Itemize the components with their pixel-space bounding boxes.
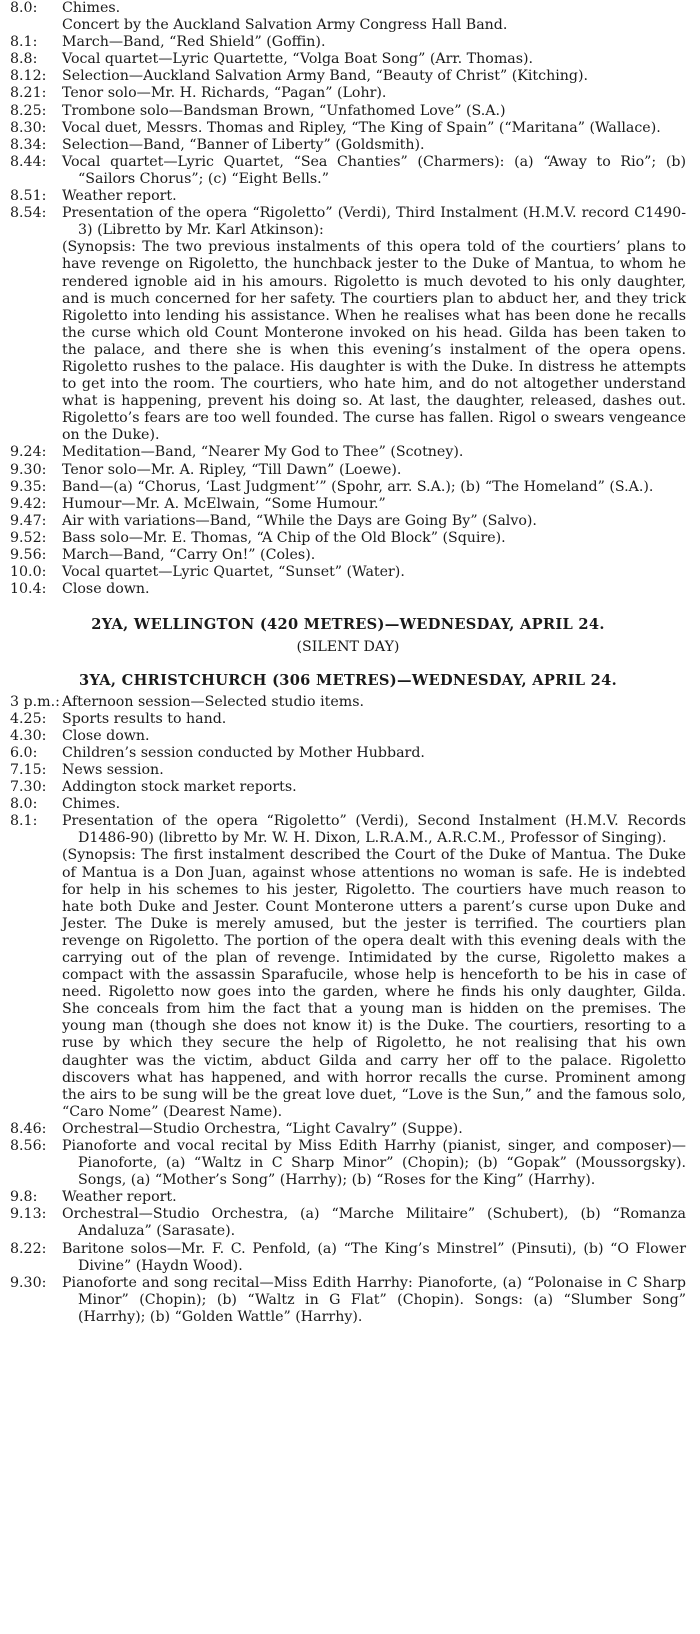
entry-time: 9.47: [10,512,47,529]
list-item [10,796,686,813]
entry-text: Selection—Auckland Salvation Army Band, “Beauty of Christ” (Kitching). [62,68,589,85]
entry-text: Tenor solo—Mr. A. Ripley, “Till Dawn” (Loewe). [62,461,402,478]
list-item [10,188,686,205]
entry-text: Tenor solo—Mr. H. Richards, “Pagan” (Lohr). [62,85,387,102]
entry-time: 9.56: [10,547,47,563]
entry-time: 7.30: [10,779,47,796]
opera-synopsis: (Synopsis: The first instalment described the Court of the Duke of Mantua. The Duke of Mantua is a Don Juan, against whose attentions no woman is safe. He is indebted for help in his schemes to his jester, Rigoletto. The courtiers have much reason to hate both Duke and Jester. Count Monterone utters a parent’s curse upon Duke and Jester. The Duke is merely amused, but the jester is terrified. The courtiers plan revenge on Rigoletto. The portion of the opera dealt with this evening deals with the carrying out of the plan of revenge. Intimidated by the curse, Rigoletto makes a compact with the assassin Sparafucile, whose help is henceforth to be his in case of need. Rigoletto now goes into the garden, where he finds his only daughter, Gilda. She conceals from him the fact that a young man is hidden on the premises. The young man (though she does not know it) is the Duke. The courtiers, resorting to a ruse by which they secure the help of Rigoletto, he not realising that his own daughter was the victim, abduct Gilda and carry her off to the palace. Rigoletto discovers what has happened, and with horror recalls the curse. Prominent among the airs to be sung will be the great love duet, “Love is the Sun,” and the famous solo, “Caro Nome” (Dearest Name). [62,847,686,1120]
entry-time: 9.13: [10,1206,47,1223]
list-item [10,564,686,581]
entry-text: Children’s session conducted by Mother Hubbard. [62,744,425,761]
entry-time: 7.15: [10,761,47,778]
entry-time: 4.25: [10,710,47,727]
list-item [10,1275,686,1326]
list-item [10,205,686,444]
list-item [10,1189,686,1206]
entry-text: Baritone solos—Mr. F. C. Penfold, (a) “The King’s Minstrel” (Pinsuti), (b) “O Flower Divine” (Haydn Wood). [62,1240,686,1274]
entry-time: 9.30: [10,461,47,478]
entry-text: Chimes. [62,796,121,813]
entry-text: Humour—Mr. A. McElwain, “Some Humour.” [62,495,386,512]
entry-text: March—Band, “Red Shield” (Goffin). [62,34,326,51]
entry-text: Weather report. [62,188,177,205]
entry-time: 4.30: [10,727,47,744]
list-item [10,1138,686,1189]
list-item [10,513,686,530]
list-item [10,745,686,762]
list-item [10,0,686,17]
entry-text [62,813,686,1121]
entry-time: 8.25: [10,102,47,119]
entry-time: 8.0: [10,0,38,16]
entry-time: 8.54: [10,205,47,222]
entry-text: Weather report. [62,1189,177,1206]
entry-text: News session. [62,761,164,778]
entry-time: 8.30: [10,119,47,136]
entry-time: 8.1: [10,34,38,51]
list-item [10,68,686,85]
entry-time: 8.21: [10,85,47,102]
entry-text: Vocal duet, Messrs. Thomas and Ripley, “The King of Spain” (“Maritana” (Wallace). [62,119,661,136]
entry-text: Pianoforte and vocal recital by Miss Edith Harrhy (pianist, singer, and composer)—Pianoforte, (a) “Waltz in C Sharp Minor” (Chopin); (b) “Gopak” (Moussorgsky). Songs, (a) “Mother’s Song” (Harrhy); (b) “Roses for the King” (Harrhy). [62,1138,686,1189]
entry-time: 8.0: [10,796,38,813]
entry-text: Vocal quartet—Lyric Quartet, “Sunset” (Water). [62,564,405,581]
list-item [10,694,686,711]
list-item [10,120,686,137]
list-item [10,444,686,461]
list-item [10,479,686,496]
list-item [10,813,686,1121]
list-item [10,51,686,68]
christchurch-programme [10,694,686,1326]
entry-text: Addington stock market reports. [62,779,297,796]
entry-text: Sports results to hand. [62,710,227,727]
entry-text: Selection—Band, “Banner of Liberty” (Goldsmith). [62,136,425,153]
entry-text: Close down. [62,581,150,598]
entry-text: Vocal quartet—Lyric Quartet, “Sea Chanties” (Charmers): (a) “Away to Rio”; (b) “Sailors Chorus”; (c) “Eight Bells.” [62,153,686,187]
entry-time: 8.22: [10,1240,47,1257]
entry-time: 9.24: [10,444,47,461]
entry-time: 9.52: [10,529,47,546]
entry-text: Meditation—Band, “Nearer My God to Thee” (Scotney). [62,444,464,461]
list-item [10,530,686,547]
list-item [10,711,686,728]
entry-text: Orchestral—Studio Orchestra, “Light Cavalry” (Suppe). [62,1120,463,1137]
list-item [10,137,686,154]
opera-intro: Presentation of the opera “Rigoletto” (Verdi), Third Instalment (H.M.V. record C1490-3) (Libretto by Mr. Karl Atkinson): [62,205,686,239]
opera-synopsis: (Synopsis: The two previous instalments of this opera told of the courtiers’ plans to have revenge on Rigoletto, the hunchback jester to the Duke of Mantua, to whom he rendered ignoble aid in his amours. Rigoletto is much devoted to his only daughter, and is much concerned for her safety. The courtiers plan to abduct her, and they trick Rigoletto into lending his assistance. When he realises what has been done he recalls the curse which old Count Monterone invoked on his head. Gilda has been taken to the palace, and there she is when this evening’s instalment of the opera opens. Rigoletto rushes to the palace. His daughter is with the Duke. In distress he attempts to get into the room. The courtiers, who hate him, and do not altogether understand what is happening, prevent his doing so. At last, the daughter, released, dashes out. Rigoletto’s fears are too well founded. The curse has fallen. Rigol o swears vengeance on the Duke). [62,239,686,444]
entry-time: 9.42: [10,495,47,512]
entry-time: 10.4: [10,581,47,598]
list-item [10,547,686,564]
list-item [10,34,686,51]
entry-text: Close down. [62,727,150,744]
list-item [10,728,686,745]
entry-time: 8.51: [10,188,47,205]
entry-text: Air with variations—Band, “While the Days are Going By” (Salvo). [62,512,537,529]
entry-time: 8.8: [10,51,38,68]
entry-text [62,205,686,444]
entry-text: Band—(a) “Chorus, ‘Last Judgment’” (Spohr, arr. S.A.); (b) “The Homeland” (S.A.). [62,478,654,495]
entry-time: 9.8: [10,1189,38,1206]
auckland-programme [10,0,686,598]
entry-text: Orchestral—Studio Orchestra, (a) “Marche Militaire” (Schubert), (b) “Romanza Andaluza” (Sarasate). [62,1206,686,1240]
station-heading-2ya: 2YA, WELLINGTON (420 METRES)—WEDNESDAY, APRIL 24. [91,616,605,634]
entry-time: 3 p.m.: [10,693,60,710]
entry-time: 8.1: [10,813,38,830]
list-item [10,1206,686,1240]
list-item [10,779,686,796]
opera-intro: Presentation of the opera “Rigoletto” (Verdi), Second Instalment (H.M.V. Records D1486-90) (libretto by Mr. W. H. Dixon, L.R.A.M., A.R.C.M., Professor of Singing). [62,813,686,847]
entry-time: 9.35: [10,478,47,495]
list-item [10,85,686,102]
station-heading-3ya: 3YA, CHRISTCHURCH (306 METRES)—WEDNESDAY, APRIL 24. [79,672,617,690]
entry-time: 8.46: [10,1120,47,1137]
entry-text: Bass solo—Mr. E. Thomas, “A Chip of the Old Block” (Squire). [62,529,506,546]
list-item [10,103,686,120]
entry-text: Pianoforte and song recital—Miss Edith Harrhy: Pianoforte, (a) “Polonaise in C Sharp Minor” (Chopin); (b) “Waltz in G Flat” (Chopin). Songs: (a) “Slumber Song” (Harrhy); (b) “Golden Wattle” (Harrhy). [62,1274,686,1325]
entry-text: March—Band, “Carry On!” (Coles). [62,547,316,563]
list-item [10,154,686,188]
list-item [10,762,686,779]
entry-time: 10.0: [10,564,47,581]
list-item [10,462,686,479]
entry-time: 8.12: [10,68,47,85]
list-item [10,17,686,34]
entry-time: 8.44: [10,153,47,170]
entry-time: 9.30: [10,1274,47,1291]
entry-time: 6.0: [10,744,38,761]
entry-text: Trombone solo—Bandsman Brown, “Unfathomed Love” (S.A.) [62,102,506,119]
silent-day-note: (SILENT DAY) [296,639,400,656]
entry-time: 8.56: [10,1138,47,1154]
entry-text: Chimes. [62,0,121,16]
list-item [10,581,686,598]
entry-text: Concert by the Auckland Salvation Army Congress Hall Band. [62,17,508,34]
entry-text: Afternoon session—Selected studio items. [62,693,364,710]
list-item [10,1241,686,1275]
list-item [10,496,686,513]
list-item [10,1121,686,1138]
entry-text: Vocal quartet—Lyric Quartette, “Volga Boat Song” (Arr. Thomas). [62,51,534,68]
entry-time: 8.34: [10,136,47,153]
